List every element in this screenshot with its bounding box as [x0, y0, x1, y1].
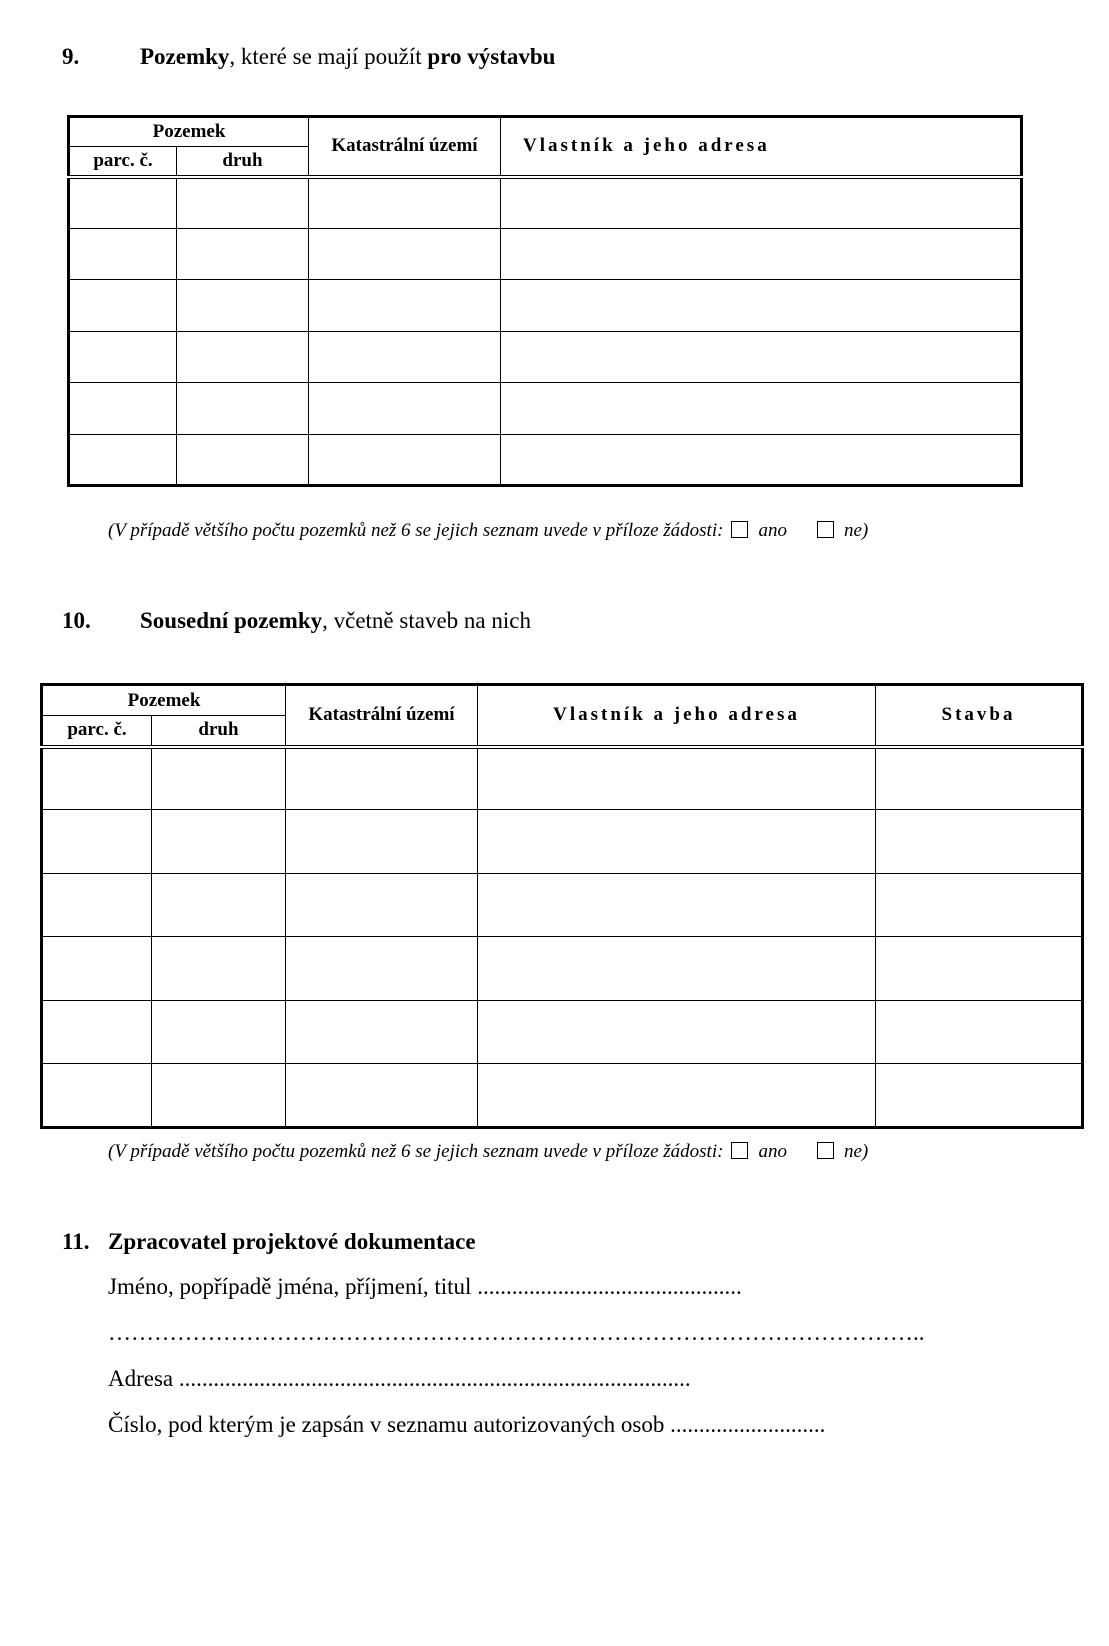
name-field-line[interactable]: Jméno, popřípadě jména, příjmení, titul .............................................. [108, 1274, 742, 1299]
section-11-number: 11. [62, 1229, 90, 1254]
header-druh: druh [177, 147, 309, 177]
table-row [69, 177, 1022, 229]
header-druh: druh [152, 716, 286, 747]
header-katastr: Katastrální území [286, 685, 478, 747]
section-11-title: Zpracovatel projektové dokumentace [108, 1229, 476, 1254]
header-stavba: Stavba [876, 685, 1083, 747]
section-10-title: Sousední pozemky, včetně staveb na nich [140, 608, 531, 633]
authorization-number-line[interactable]: Číslo, pod kterým je zapsán v seznamu autorizovaných osob ........................... [108, 1412, 826, 1437]
ano-label: ano [758, 520, 787, 541]
ne-checkbox[interactable] [817, 1142, 834, 1159]
section-10-table [40, 683, 1084, 1129]
table-row [69, 280, 1022, 332]
section-10-number: 10. [62, 608, 91, 633]
table-row [69, 332, 1022, 383]
section-9-table [67, 115, 1023, 487]
ano-checkbox[interactable] [731, 1142, 748, 1159]
ne-label: ne) [843, 1141, 869, 1162]
table-row [69, 383, 1022, 435]
section-10-heading [62, 608, 762, 638]
table-row [69, 229, 1022, 280]
ne-label: ne) [843, 520, 869, 541]
table-row [42, 1001, 1083, 1064]
ne-checkbox[interactable] [817, 521, 834, 538]
table-row [42, 1064, 1083, 1128]
header-parc: parc. č. [42, 716, 152, 747]
address-field-line[interactable]: Adresa ......................................................................................... [108, 1366, 691, 1391]
section-10-note: (V případě většího počtu pozemků než 6 se jejich seznam uvede v příloze žádosti: ano ne) [108, 1141, 869, 1162]
name-continuation-line[interactable]: …………………………………………………………………………………………….. [108, 1320, 925, 1345]
header-parc: parc. č. [69, 147, 177, 177]
table-row [42, 747, 1083, 810]
table-row [42, 874, 1083, 937]
header-katastr: Katastrální území [309, 117, 501, 177]
table-row [69, 435, 1022, 486]
section-11-heading [62, 1229, 762, 1259]
header-vlastnik: Vlastník a jeho adresa [501, 117, 1022, 177]
table-row [42, 937, 1083, 1001]
header-vlastnik: Vlastník a jeho adresa [478, 685, 876, 747]
section-9-heading [62, 44, 762, 74]
section-9-number: 9. [62, 44, 80, 69]
ano-label: ano [758, 1141, 787, 1162]
header-pozemek: Pozemek [69, 117, 309, 147]
header-pozemek: Pozemek [42, 685, 286, 716]
section-9-title: Pozemky, které se mají použít pro výstavbu [140, 44, 556, 69]
table-row [42, 810, 1083, 874]
ano-checkbox[interactable] [731, 521, 748, 538]
section-9-note: (V případě většího počtu pozemků než 6 se jejich seznam uvede v příloze žádosti: ano ne) [108, 520, 869, 541]
